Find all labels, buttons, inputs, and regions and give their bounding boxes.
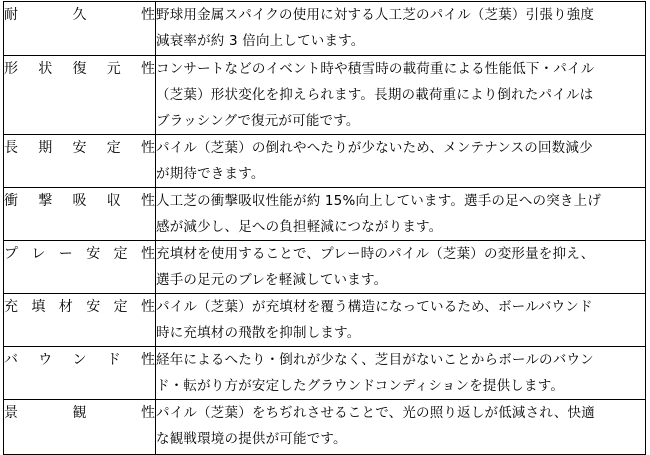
feature-description	[156, 2, 646, 56]
description-line: 人工芝の衝撃吸収性能が約 15%向上しています。選手の足への突き上げ	[156, 193, 602, 209]
description-line: 野球用金属スパイクの使用に対する人工芝のパイル（芝葉）引張り強度	[156, 7, 595, 23]
description-line: 充填材を使用することで、プレー時のパイル（芝葉）の変形量を抑え、	[156, 246, 595, 262]
feature-description	[156, 294, 646, 347]
table-row	[4, 241, 646, 294]
description-line: 減衰率が約 3 倍向上しています。	[156, 33, 365, 49]
feature-name: 長 期 安 定 性	[4, 135, 156, 188]
feature-name: プ レ ー 安 定 性	[4, 241, 156, 294]
feature-name: 充 填 材 安 定 性	[4, 294, 156, 347]
feature-description	[156, 347, 646, 400]
feature-name: 景 観 性	[4, 400, 156, 455]
table-row	[4, 2, 646, 56]
description-line: パイル（芝葉）の倒れやへたりが少ないため、メンテナンスの回数減少	[156, 140, 593, 156]
feature-name: バ ウ ン ド 性	[4, 347, 156, 400]
description-line: 選手の足元のブレを軽減しています。	[156, 272, 388, 288]
description-line: が期待できます。	[156, 166, 265, 182]
description-line: 時に充填材の飛散を抑制します。	[156, 325, 361, 341]
feature-description	[156, 135, 646, 188]
table-row	[4, 400, 646, 455]
description-line: パイル（芝葉）をちぢれさせることで、光の照り返しが低減され、快適	[156, 405, 595, 421]
description-line: 経年によるへたり・倒れが少なく、芝目がないことからボールのバウン	[156, 352, 594, 368]
description-line: ブラッシングで復元が可能です。	[156, 113, 360, 129]
table-row	[4, 56, 646, 135]
description-line: な観戦環境の提供が可能です。	[156, 431, 347, 447]
feature-name: 衝 撃 吸 収 性	[4, 188, 156, 241]
description-line: コンサートなどのイベント時や積雪時の載荷重による性能低下・パイル	[156, 61, 595, 77]
description-line: （芝葉）形状変化を抑えられます。長期の載荷重により倒れたパイルは	[156, 87, 594, 103]
description-line: 感が減少し、足への負担軽減につながります。	[156, 219, 443, 235]
feature-name: 耐 久 性	[4, 2, 156, 56]
table-row	[4, 188, 646, 241]
description-line: パイル（芝葉）が充填材を覆う構造になっているため、ボールバウンド	[156, 299, 593, 315]
feature-description	[156, 56, 646, 135]
features-table	[3, 1, 646, 455]
table-row	[4, 135, 646, 188]
feature-description	[156, 241, 646, 294]
feature-description	[156, 400, 646, 455]
feature-name: 形 状 復 元 性	[4, 56, 156, 135]
description-line: ド・転がり方が安定したグラウンドコンディションを提供します。	[156, 378, 565, 394]
feature-description	[156, 188, 646, 241]
table-row	[4, 347, 646, 400]
table-row	[4, 294, 646, 347]
